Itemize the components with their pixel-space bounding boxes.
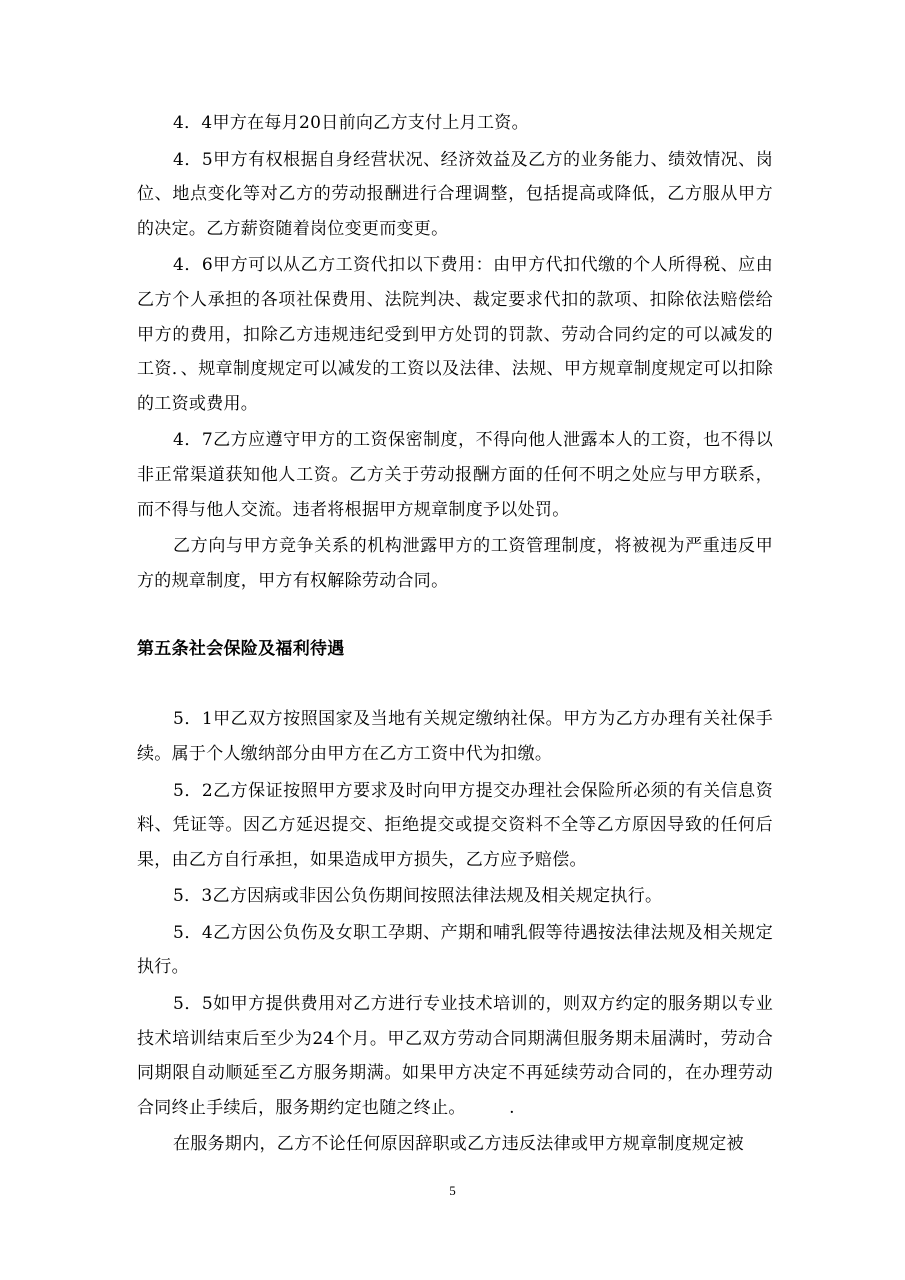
paragraph-4-4: 4．4甲方在每月20日前向乙方支付上月工资。 — [173, 113, 529, 133]
paragraph-4-6: 4．6甲方可以从乙方工资代扣以下费用：由甲方代扣代缴的个人所得税、应由乙方个人承担的各项社保费用、法院判决、裁定要求代扣的款项、扣除依法赔偿给甲方的费用，扣除乙方违规违纪受到甲方处罚的罚款、劳动合同约定的可以减发的工资．、规章制度规定可以减发的工资以及法律、法规、甲方规章制度规定可以扣除的工资或费用。 — [137, 255, 773, 414]
paragraph-5-3: 5．3乙方因病或非因公负伤期间按照法律法规及相关规定执行。 — [173, 886, 663, 907]
paragraph-5-5-continued: 在服务期内，乙方不论任何原因辞职或乙方违反法律或甲方规章制度规定被 — [173, 1134, 744, 1155]
paragraph-4-7-continued: 乙方向与甲方竞争关系的机构泄露甲方的工资管理制度，将被视为严重违反甲方的规章制度，甲方有权解除劳动合同。 — [137, 536, 773, 591]
paragraph-5-5: 5．5如甲方提供费用对乙方进行专业技术培训的，则双方约定的服务期以专业技术培训结束后至少为24个月。甲乙双方劳动合同期满但服务期未届满时，劳动合同期限自动顺延至乙方服务期满。如果甲方决定不再延续劳动合同的，在办理劳动合同终止手续后，服务期约定也随之终止。 . — [137, 994, 773, 1118]
page-content — [137, 106, 773, 1164]
paragraph-5-1: 5．1甲乙双方按照国家及当地有关规定缴纳社保。甲方为乙方办理有关社保手续。属于个人缴纳部分由甲方在乙方工资中代为扣缴。 — [137, 709, 773, 764]
page-number: 5 — [449, 1183, 456, 1198]
section-5-heading: 第五条社会保险及福利待遇 — [137, 639, 345, 660]
paragraph-4-7: 4．7乙方应遵守甲方的工资保密制度，不得向他人泄露本人的工资，也不得以非正常渠道获知他人工资。乙方关于劳动报酬方面的任何不明之处应与甲方联系，而不得与他人交流。违者将根据甲方规章制度予以处罚。 — [137, 430, 773, 520]
paragraph-5-4: 5．4乙方因公负伤及女职工孕期、产期和哺乳假等待遇按法律法规及相关规定执行。 — [137, 922, 773, 978]
paragraph-5-2: 5．2乙方保证按照甲方要求及时向甲方提交办理社会保险所必须的有关信息资料、凭证等。因乙方延迟提交、拒绝提交或提交资料不全等乙方原因导致的任何后果，由乙方自行承担，如果造成甲方损失，乙方应予赔偿。 — [137, 780, 773, 870]
paragraph-4-5: 4．5甲方有权根据自身经营状况、经济效益及乙方的业务能力、绩效情况、岗位、地点变化等对乙方的劳动报酬进行合理调整，包括提高或降低，乙方服从甲方的决定。乙方薪资随着岗位变更而变更。 — [137, 149, 773, 239]
